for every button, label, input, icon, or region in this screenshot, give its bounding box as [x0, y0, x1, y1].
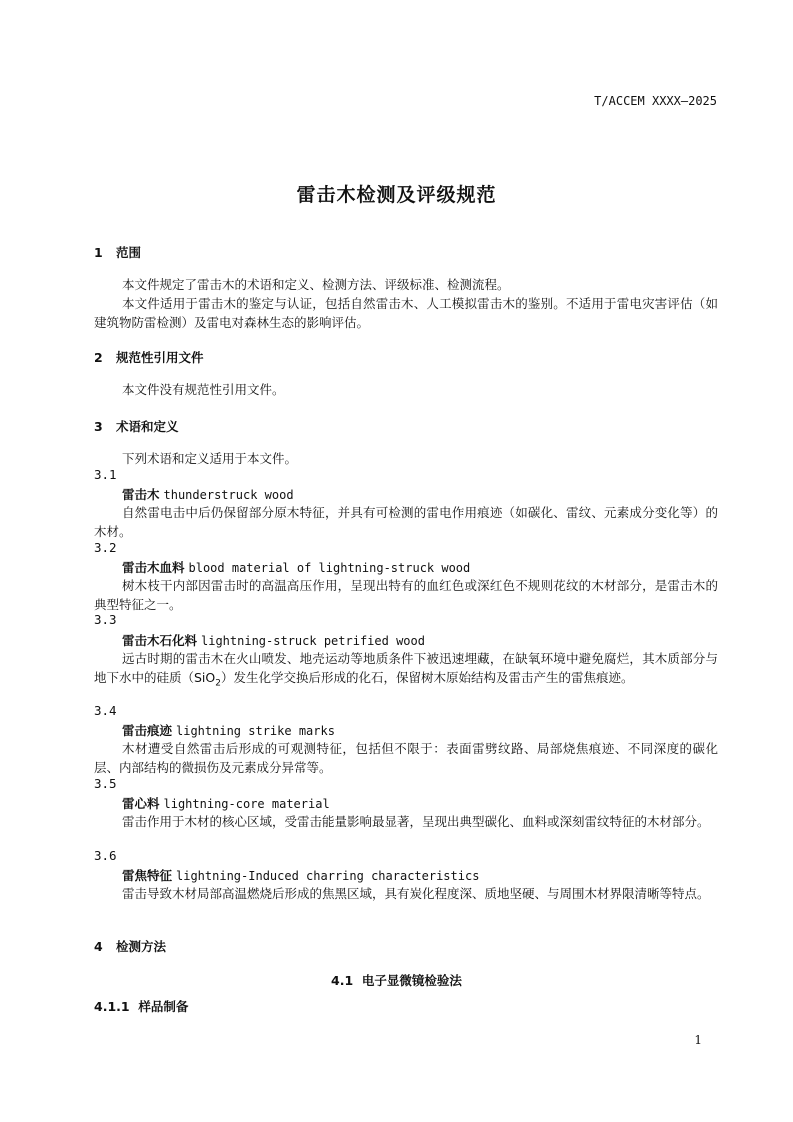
section-title: 术语和定义: [116, 419, 179, 434]
term-zh: 雷击木血料: [122, 560, 185, 575]
term-number: 3.5: [94, 776, 117, 791]
term-number: 3.6: [94, 848, 117, 863]
term-en: lightning-struck petrified wood: [201, 634, 425, 648]
definition-part: ）发生化学交换后形成的化石，保留树木原始结构及雷击产生的雷焦痕迹。: [220, 670, 634, 685]
term-number: 3.4: [94, 703, 117, 718]
term-heading: [122, 631, 425, 649]
paragraph: 本文件没有规范性引用文件。: [122, 382, 285, 397]
term-definition: 木材遭受自然雷击后形成的可观测特征，包括但不限于：表面雷劈纹路、局部烧焦痕迹、不同深度的碳化层、内部结构的微损伤及元素成分异常等。: [94, 741, 718, 775]
subsection-number: 4.1: [331, 973, 354, 988]
section-title: 检测方法: [116, 939, 167, 954]
section-number: 3: [94, 419, 103, 434]
term-zh: 雷击木石化料: [122, 633, 198, 648]
term-en: lightning-core material: [163, 797, 330, 811]
subsection-4-1-heading: [0, 971, 793, 989]
term-zh: 雷击木: [122, 487, 160, 502]
subsection-title: 样品制备: [138, 999, 189, 1014]
subscript: 2: [215, 678, 221, 689]
term-heading: [122, 485, 294, 503]
section-number: 2: [94, 350, 103, 365]
term-heading: [122, 866, 479, 884]
section-number: 1: [94, 245, 103, 260]
term-definition: 雷击作用于木材的核心区域，受雷击能量影响最显著，呈现出典型碳化、血料或深刻雷纹特征的木材部分。: [122, 814, 710, 829]
section-4-heading: [94, 937, 166, 955]
subsection-number: 4.1.1: [94, 999, 130, 1014]
section-1-heading: [94, 243, 141, 261]
page-number: 1: [694, 1033, 702, 1047]
term-definition: [94, 649, 718, 694]
term-number: 3.2: [94, 540, 117, 555]
term-number: 3.3: [94, 612, 117, 627]
term-definition: 自然雷电击中后仍保留部分原木特征，并具有可检测的雷电作用痕迹（如碳化、雷纹、元素成分变化等）的木材。: [94, 505, 718, 539]
term-en: lightning-Induced charring characteristics: [176, 869, 480, 883]
term-en: lightning strike marks: [176, 724, 335, 738]
paragraph: 本文件规定了雷击木的术语和定义、检测方法、评级标准、检测流程。: [122, 277, 510, 292]
term-heading: [122, 558, 470, 576]
term-heading: [122, 794, 330, 812]
term-heading: [122, 721, 335, 739]
term-definition: 树木枝干内部因雷击时的高温高压作用，呈现出特有的血红色或深红色不规则花纹的木材部分，是雷击木的典型特征之一。: [94, 578, 718, 612]
term-zh: 雷焦特征: [122, 868, 173, 883]
subsection-title: 电子显微镜检验法: [361, 973, 462, 988]
subsection-4-1-1-heading: [94, 997, 188, 1015]
paragraph: 本文件适用于雷击木的鉴定与认证，包括自然雷击木、人工模拟雷击木的鉴别。不适用于雷电灾害评估（如建筑物防雷检测）及雷电对森林生态的影响评估。: [94, 296, 718, 330]
term-en: thunderstruck wood: [163, 488, 294, 502]
page-title: 雷击木检测及评级规范: [296, 184, 497, 206]
section-3-heading: [94, 417, 179, 435]
definition-part: 远古时期的雷击木在火山喷发、地壳运动等地质条件下被迅速埋藏，在缺氧环境中避免腐烂，其木质部分与地下水中的硅质（SiO: [94, 651, 718, 685]
term-en: blood material of lightning-struck wood: [188, 561, 471, 575]
section-2-heading: [94, 348, 204, 366]
term-definition: 雷击导致木材局部高温燃烧后形成的焦黑区域，具有炭化程度深、质地坚硬、与周围木材界限清晰等特点。: [122, 886, 710, 901]
standard-code: T/ACCEM XXXX—2025: [594, 94, 717, 108]
term-zh: 雷心料: [122, 796, 160, 811]
term-number: 3.1: [94, 467, 117, 482]
section-title: 范围: [116, 245, 142, 260]
paragraph: 下列术语和定义适用于本文件。: [122, 451, 298, 466]
section-title: 规范性引用文件: [116, 350, 204, 365]
term-zh: 雷击痕迹: [122, 723, 173, 738]
section-number: 4: [94, 939, 103, 954]
